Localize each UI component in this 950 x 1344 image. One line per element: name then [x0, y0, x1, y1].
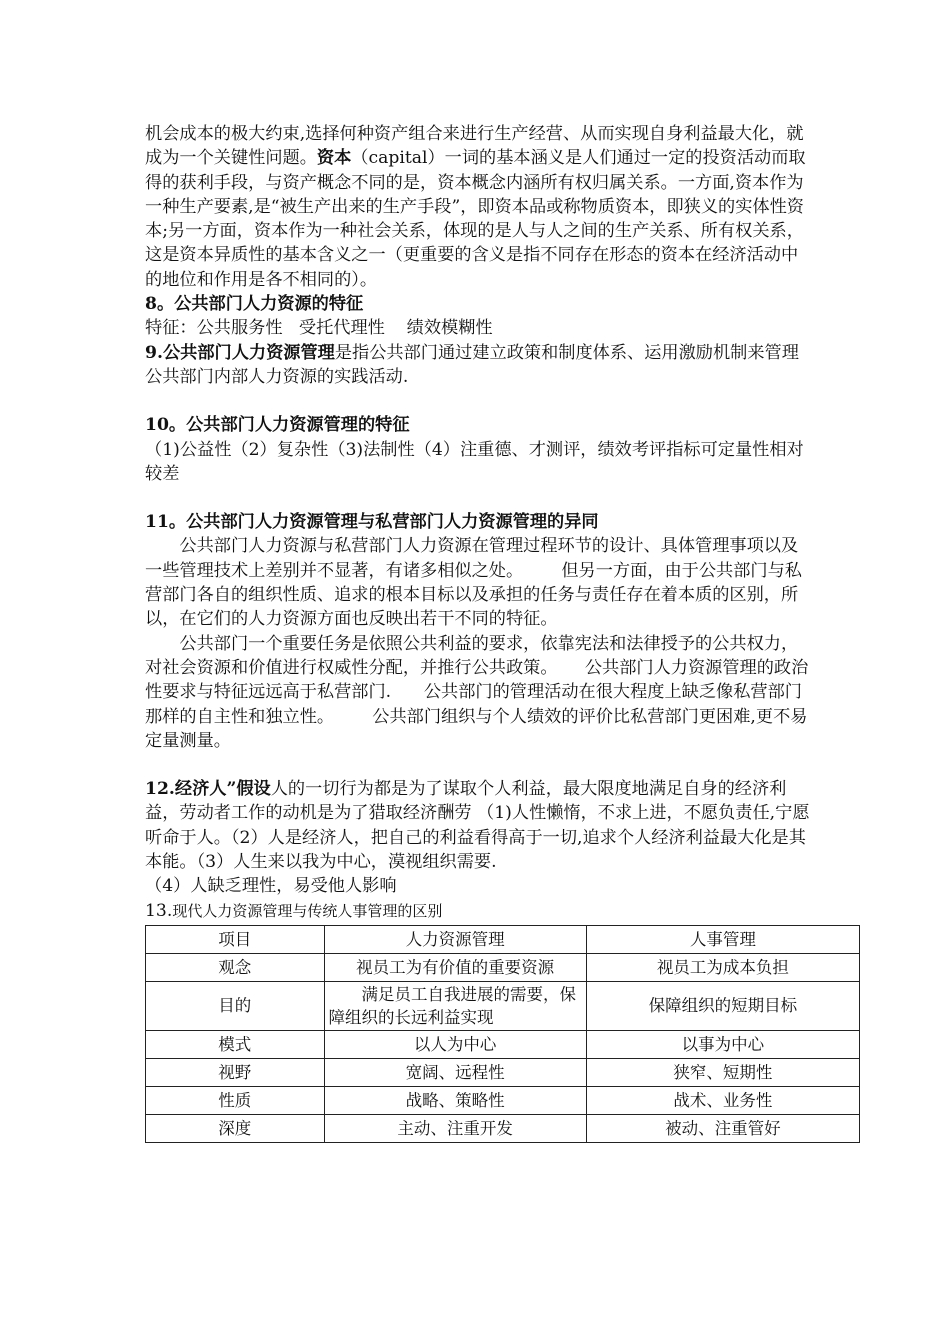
table-cell: 性质 — [146, 1086, 325, 1114]
table-row — [146, 1030, 860, 1058]
table-row — [146, 1058, 860, 1086]
table-cell: 宽阔、远程性 — [324, 1058, 586, 1086]
section-13-heading — [145, 899, 815, 923]
table-cell: 以事为中心 — [586, 1030, 859, 1058]
table-row — [146, 1114, 860, 1142]
section-12-body-2: （4）人缺乏理性，易受他人影响 — [145, 876, 397, 897]
table-cell: 战术、业务性 — [586, 1086, 859, 1114]
table-cell: 视员工为成本负担 — [586, 953, 859, 981]
table-header-cell: 人事管理 — [586, 925, 859, 953]
term-capital: 资本 — [316, 148, 352, 169]
section-11-paragraph-2: 公共部门一个重要任务是依照公共利益的要求，依靠宪法和法律授予的公共权力，对社会资源和价值进行权威性分配，并推行公共政策。 公共部门人力资源管理的政治性要求与特征远远高于私营部门. 公共部门的管理活动在很大程度上缺乏像私营部门那样的自主性和独立性。 公共部门组织与个人绩效的评价比私营部门更困难,更不易定量测量。 — [145, 633, 809, 751]
table-cell: 以人为中心 — [324, 1030, 586, 1058]
table-row — [146, 981, 860, 1030]
table-row — [146, 1086, 860, 1114]
table-cell: 满足员工自我进展的需要，保障组织的长远利益实现 — [324, 981, 586, 1030]
section-9-heading: 9.公共部门人力资源管理 — [145, 342, 335, 363]
table-cell: 目的 — [146, 981, 325, 1030]
section-13-title: 现代人力资源管理与传统人事管理的区别 — [172, 901, 443, 920]
table-cell: 战略、策略性 — [324, 1086, 586, 1114]
section-12 — [145, 777, 815, 874]
table-cell: 被动、注重管好 — [586, 1114, 859, 1142]
comparison-table — [145, 925, 860, 1143]
table-cell: 视员工为有价值的重要资源 — [324, 953, 586, 981]
section-11-paragraph-1: 公共部门人力资源与私营部门人力资源在管理过程环节的设计、具体管理事项以及一些管理技术上差别并不显著，有诸多相似之处。 但另一方面，由于公共部门与私营部门各自的组织性质、追求的根本目标以及承担的任务与责任存在着本质的区别，所以，在它们的人力资源方面也反映出若干不同的特征。 — [145, 536, 802, 630]
section-8-heading: 8。公共部门人力资源的特征 — [145, 294, 364, 315]
table-row — [146, 953, 860, 981]
paragraph-text: （capital）一词的基本涵义是人们通过一定的投资活动而取得的获利手段，与资产概念不同的是，资本概念内涵所有权归属关系。一方面,资本作为一种生产要素,是“被生产出来的生产手段”，即资本品或称物质资本，即狭义的实体性资本;另一方面，资本作为一种社会关系，体现的是人与人之间的生产关系、所有权关系，这是资本异质性的基本含义之一（更重要的含义是指不同存在形态的资本在经济活动中的地位和作用是各不相同的）。 — [145, 148, 806, 290]
document-page — [145, 122, 815, 1143]
table-header-cell: 人力资源管理 — [324, 925, 586, 953]
table-cell: 狭窄、短期性 — [586, 1058, 859, 1086]
section-9 — [145, 341, 815, 390]
table-cell: 观念 — [146, 953, 325, 981]
section-11-heading: 11。公共部门人力资源管理与私营部门人力资源管理的异同 — [145, 512, 599, 533]
section-9-body: 是指公共部门通过建立政策和制度体系、运用激励机制来管理公共部门内部人力资源的实践活动. — [145, 342, 799, 387]
table-cell: 深度 — [146, 1114, 325, 1142]
table-cell: 主动、注重开发 — [324, 1114, 586, 1142]
table-cell: 保障组织的短期目标 — [586, 981, 859, 1030]
table-header-row — [146, 925, 860, 953]
paragraph-text: 机会成本的极大约束,选择何种资产组合来进行生产经营、从而实现自身利益最大化，就成为一个关键性问题。 — [145, 124, 804, 169]
section-10-heading: 10。公共部门人力资源管理的特征 — [145, 415, 410, 436]
table-header-cell: 项目 — [146, 925, 325, 953]
section-12-heading: 12.经济人”假设 — [145, 779, 271, 800]
section-13-number: 13. — [145, 900, 173, 921]
section-8-body: 特征：公共服务性 受托代理性 绩效模糊性 — [145, 318, 493, 339]
table-cell: 视野 — [146, 1058, 325, 1086]
capital-paragraph — [145, 122, 815, 292]
section-12-body: 人的一切行为都是为了谋取个人利益，最大限度地满足自身的经济利益，劳动者工作的动机是为了猎取经济酬劳 （1)人性懒惰，不求上进，不愿负责任,宁愿听命于人。（2）人是经济人，把自己的利益看得高于一切,追求个人经济利益最大化是其本能。（3）人生来以我为中心，漠视组织需要. — [145, 779, 810, 873]
table-cell: 模式 — [146, 1030, 325, 1058]
section-10-body: （1)公益性（2）复杂性（3)法制性（4）注重德、才测评，绩效考评指标可定量性相对较差 — [145, 439, 804, 484]
